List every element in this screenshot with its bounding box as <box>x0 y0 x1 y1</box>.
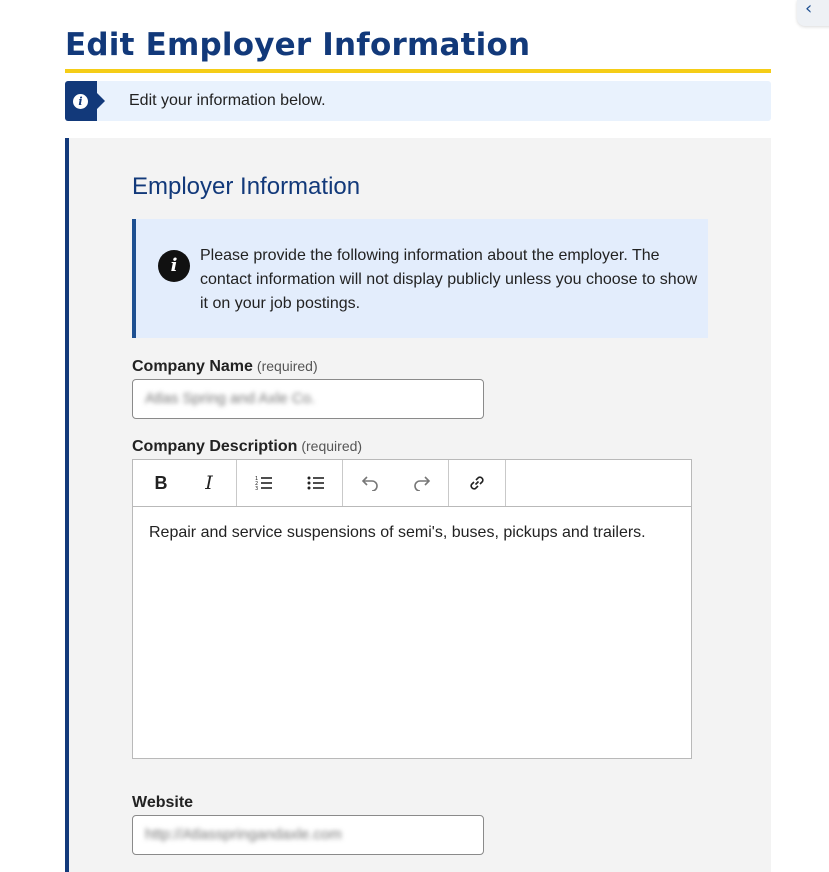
link-icon <box>468 474 486 492</box>
title-divider <box>65 69 771 73</box>
svg-text:2: 2 <box>255 481 259 487</box>
page-title: Edit Employer Information <box>65 27 531 63</box>
page-alert <box>65 81 771 121</box>
italic-button[interactable] <box>185 460 233 506</box>
format-group <box>133 460 237 506</box>
redo-button[interactable] <box>397 460 447 506</box>
company-name-label <box>132 358 318 376</box>
company-description-editor <box>132 459 692 759</box>
bullet-list-icon <box>307 475 325 491</box>
undo-button[interactable] <box>343 460 397 506</box>
history-group <box>343 460 449 506</box>
section-title: Employer Information <box>132 173 361 200</box>
company-description-label <box>132 438 362 456</box>
notice-text: Please provide the following information about the employer. The contact information will not display publicly unless you choose to show it on your job postings. <box>200 247 698 312</box>
bold-icon: B <box>154 472 168 493</box>
chevron-left-icon: ‹ <box>805 0 813 19</box>
editor-content[interactable]: Repair and service suspensions of semi's, buses, pickups and trailers. <box>149 524 646 541</box>
italic-icon: I <box>205 472 213 494</box>
alert-marker <box>65 81 97 121</box>
website-input[interactable] <box>132 815 484 855</box>
company-name-input[interactable] <box>132 379 484 419</box>
bold-button[interactable] <box>137 460 185 506</box>
company-name-label-text: Company Name <box>132 358 253 375</box>
ordered-list-button[interactable] <box>237 460 291 506</box>
info-icon: i <box>73 94 88 109</box>
employer-info-notice <box>132 219 708 338</box>
bullet-list-button[interactable] <box>291 460 341 506</box>
undo-icon <box>361 475 379 491</box>
editor-toolbar <box>133 460 691 507</box>
info-icon: i <box>158 250 190 282</box>
company-description-label-text: Company Description <box>132 438 298 455</box>
required-indicator: (required) <box>301 438 363 454</box>
collapse-panel-button[interactable] <box>797 0 829 26</box>
alert-message: Edit your information below. <box>129 92 326 109</box>
link-group <box>449 460 506 506</box>
insert-link-button[interactable] <box>449 460 505 506</box>
list-group <box>237 460 343 506</box>
website-label <box>132 794 193 812</box>
required-indicator: (required) <box>256 358 318 374</box>
svg-text:3: 3 <box>255 486 259 491</box>
website-value: http://Atlasspringandaxle.com <box>145 826 342 843</box>
svg-text:1: 1 <box>255 476 259 482</box>
website-label-text: Website <box>132 794 194 811</box>
redo-icon <box>413 475 431 491</box>
ordered-list-icon <box>255 475 273 491</box>
company-name-value: Atlas Spring and Axle Co. <box>145 390 316 407</box>
